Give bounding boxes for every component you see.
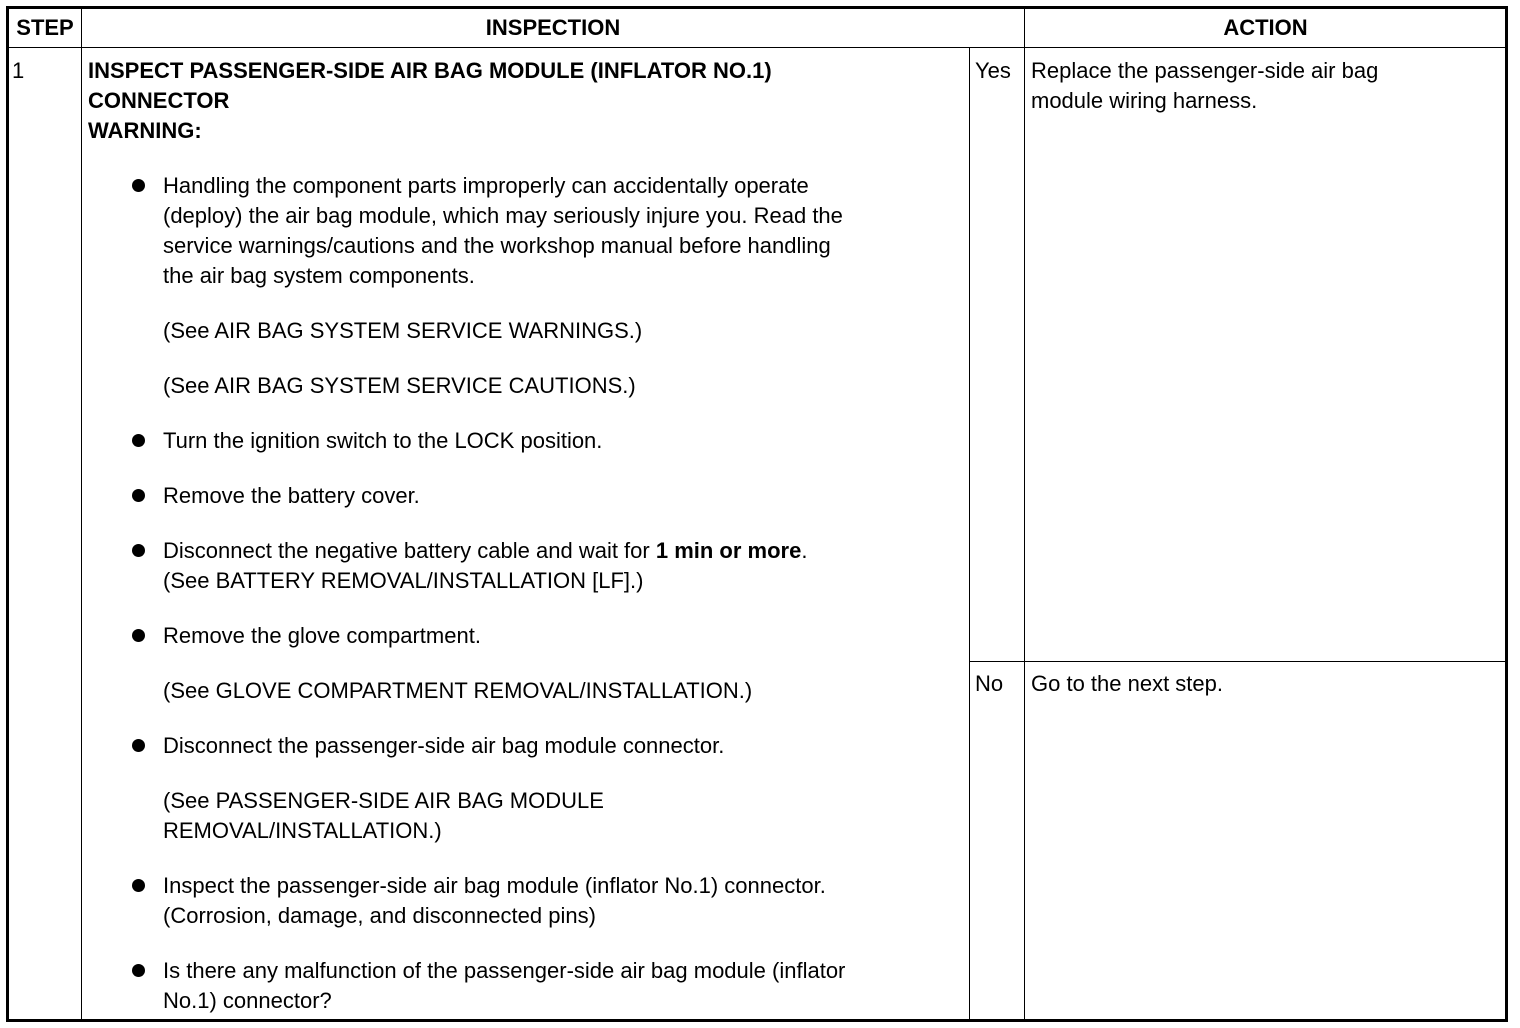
bullet-6-line1: Disconnect the passenger-side air bag module connector. [163,733,725,758]
bullet-2-line1: Turn the ignition switch to the LOCK position. [163,428,603,453]
bullet-5-line1: Remove the glove compartment. [163,623,481,648]
warning-label: WARNING: [88,118,202,143]
inspection-table [6,6,1508,1022]
ref-passenger-module-line1: (See PASSENGER-SIDE AIR BAG MODULE [163,788,604,813]
ref-glove-compartment: (See GLOVE COMPARTMENT REMOVAL/INSTALLATION.) [163,678,753,703]
bullet-icon [132,489,145,502]
column-divider-step [81,8,82,1020]
bullet-8-line2: No.1) connector? [163,988,332,1013]
bullet-1-line3: service warnings/cautions and the workshop manual before handling [163,233,831,258]
bullet-7-line1: Inspect the passenger-side air bag module (inflator No.1) connector. [163,873,826,898]
bullet-icon [132,629,145,642]
bullet-icon [132,964,145,977]
bullet-4-period: . [801,538,808,563]
step-number: 1 [12,58,25,83]
header-step: STEP [16,15,74,40]
header-divider [8,47,1506,48]
header-inspection: INSPECTION [485,15,621,40]
result-divider [969,661,1506,662]
bullet-icon [132,434,145,447]
bullet-4-text: Disconnect the negative battery cable and wait for [163,538,656,563]
answer-no: No [975,671,1004,696]
bullet-1-line1: Handling the component parts improperly can accidentally operate [163,173,809,198]
bullet-7-line2: (Corrosion, damage, and disconnected pins) [163,903,596,928]
ref-service-cautions: (See AIR BAG SYSTEM SERVICE CAUTIONS.) [163,373,636,398]
inspection-title-line1: INSPECT PASSENGER-SIDE AIR BAG MODULE (INFLATOR NO.1) [88,58,772,83]
bullet-4-line2: (See BATTERY REMOVAL/INSTALLATION [LF].) [163,568,644,593]
bullet-icon [132,179,145,192]
action-yes-line2: module wiring harness. [1031,88,1258,113]
column-divider-inspection [1024,8,1025,1020]
column-divider-answer [969,48,970,1020]
bullet-icon [132,879,145,892]
wait-time: 1 min or more [655,538,802,563]
bullet-4-line1 [163,536,807,566]
bullet-icon [132,739,145,752]
inspection-title-line2: CONNECTOR [88,88,230,113]
bullet-8-line1: Is there any malfunction of the passenger-side air bag module (inflator [163,958,846,983]
ref-service-warnings: (See AIR BAG SYSTEM SERVICE WARNINGS.) [163,318,643,343]
ref-passenger-module-line2: REMOVAL/INSTALLATION.) [163,818,442,843]
bullet-1-line2: (deploy) the air bag module, which may seriously injure you. Read the [163,203,843,228]
bullet-3-line1: Remove the battery cover. [163,483,420,508]
bullet-icon [132,544,145,557]
answer-yes: Yes [975,58,1011,83]
bullet-1-line4: the air bag system components. [163,263,475,288]
header-action: ACTION [1223,15,1308,40]
action-no-line1: Go to the next step. [1031,671,1224,696]
action-yes-line1: Replace the passenger-side air bag [1031,58,1379,83]
